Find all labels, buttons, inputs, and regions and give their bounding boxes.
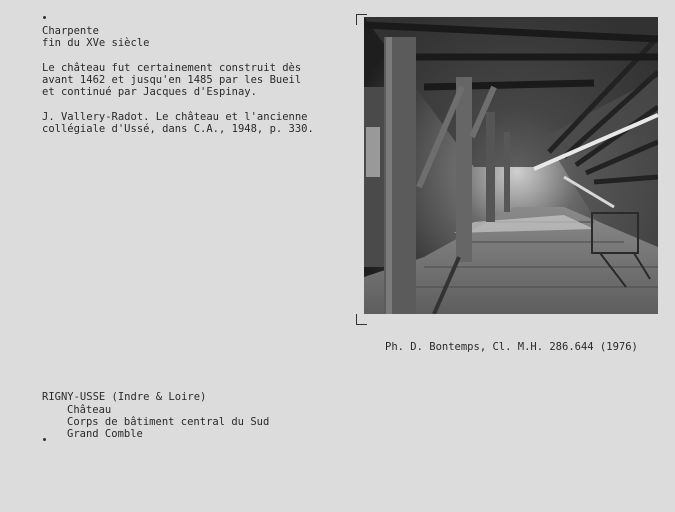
history-line-2: avant 1462 et jusqu'en 1485 par les Bueil — [42, 74, 302, 86]
attic-photo — [364, 17, 658, 314]
notes-date: fin du XVe siècle — [42, 37, 150, 49]
photo-corner-mark-bottom — [356, 314, 367, 325]
reference-line-2: collégiale d'Ussé, dans C.A., 1948, p. 330. — [42, 123, 314, 135]
photo-credit: Ph. D. Bontemps, Cl. M.H. 286.644 (1976) — [385, 341, 638, 353]
location-place: RIGNY-USSE (Indre & Loire) — [42, 391, 207, 403]
location-building: Château — [67, 404, 112, 416]
notes-title: Charpente — [42, 25, 99, 37]
attic-photo-image — [364, 17, 658, 314]
location-room: Grand Comble — [67, 428, 143, 440]
bullet-mark-bottom — [43, 438, 46, 441]
reference-line-1: J. Vallery-Radot. Le château et l'ancienne — [42, 111, 308, 123]
location-part: Corps de bâtiment central du Sud — [67, 416, 270, 428]
bullet-mark-top — [43, 16, 46, 19]
history-line-1: Le château fut certainement construit dès — [42, 62, 302, 74]
history-line-3: et continué par Jacques d'Espinay. — [42, 86, 257, 98]
